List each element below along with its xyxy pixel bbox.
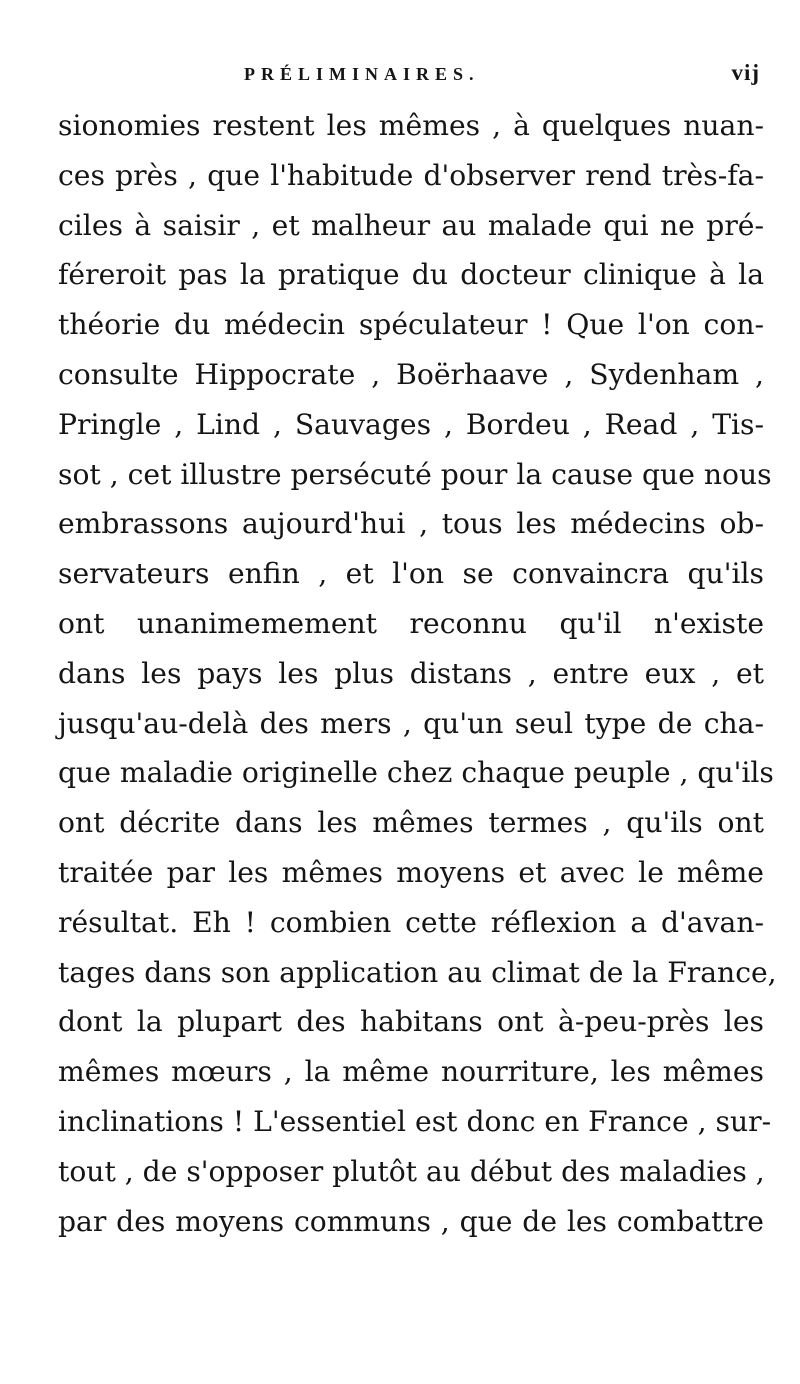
text-line: résultat. Eh ! combien cette réflexion a d'avan-: [58, 905, 764, 939]
text-line: ciles à saisir , et malheur au malade qui ne pré-: [58, 208, 764, 242]
text-line: dont la plupart des habitans ont à-peu-près les: [58, 1005, 764, 1039]
body-text: [58, 101, 777, 1246]
text-line: ont unanimemement reconnu qu'il n'existe: [58, 606, 764, 640]
text-line: ont décrite dans les mêmes termes , qu'ils ont: [58, 806, 764, 840]
text-line: sionomies restent les mêmes , à quelques nuan-: [58, 109, 764, 142]
text-line: jusqu'au-delà des mers , qu'un seul type de cha-: [58, 706, 764, 740]
text-line: Pringle , Lind , Sauvages , Bordeu , Read , Tis-: [58, 407, 764, 441]
text-line: mêmes mœurs , la même nourriture, les mêmes: [58, 1055, 764, 1089]
text-line: embrassons aujourd'hui , tous les médecins ob-: [58, 507, 764, 541]
text-line: consulte Hippocrate , Boërhaave , Sydenham ,: [58, 357, 764, 391]
page-header: [56, 60, 762, 94]
text-line: tout , de s'opposer plutôt au début des maladies ,: [58, 1154, 765, 1188]
text-line: sot , cet illustre persécuté pour la cause que nous: [58, 457, 772, 491]
page-number: vij: [731, 60, 760, 85]
text-line: dans les pays les plus distans , entre eux , et: [58, 656, 764, 690]
text-line: que maladie originelle chez chaque peuple , qu'ils: [58, 756, 774, 790]
text-line: féreroit pas la pratique du docteur clinique à la: [58, 258, 764, 292]
text-line: théorie du médecin spéculateur ! Que l'on con-: [58, 308, 764, 342]
text-line: traitée par les mêmes moyens et avec le même: [58, 855, 764, 889]
text-line: par des moyens communs , que de les combattre: [58, 1204, 764, 1238]
running-title: PRÉLIMINAIRES.: [244, 64, 480, 84]
text-line: tages dans son application au climat de la France,: [58, 955, 777, 989]
text-line: ces près , que l'habitude d'observer rend très-fa-: [58, 158, 764, 192]
text-line: servateurs enfin , et l'on se convaincra qu'ils: [58, 557, 764, 591]
text-line: inclinations ! L'essentiel est donc en France , sur-: [58, 1104, 772, 1138]
